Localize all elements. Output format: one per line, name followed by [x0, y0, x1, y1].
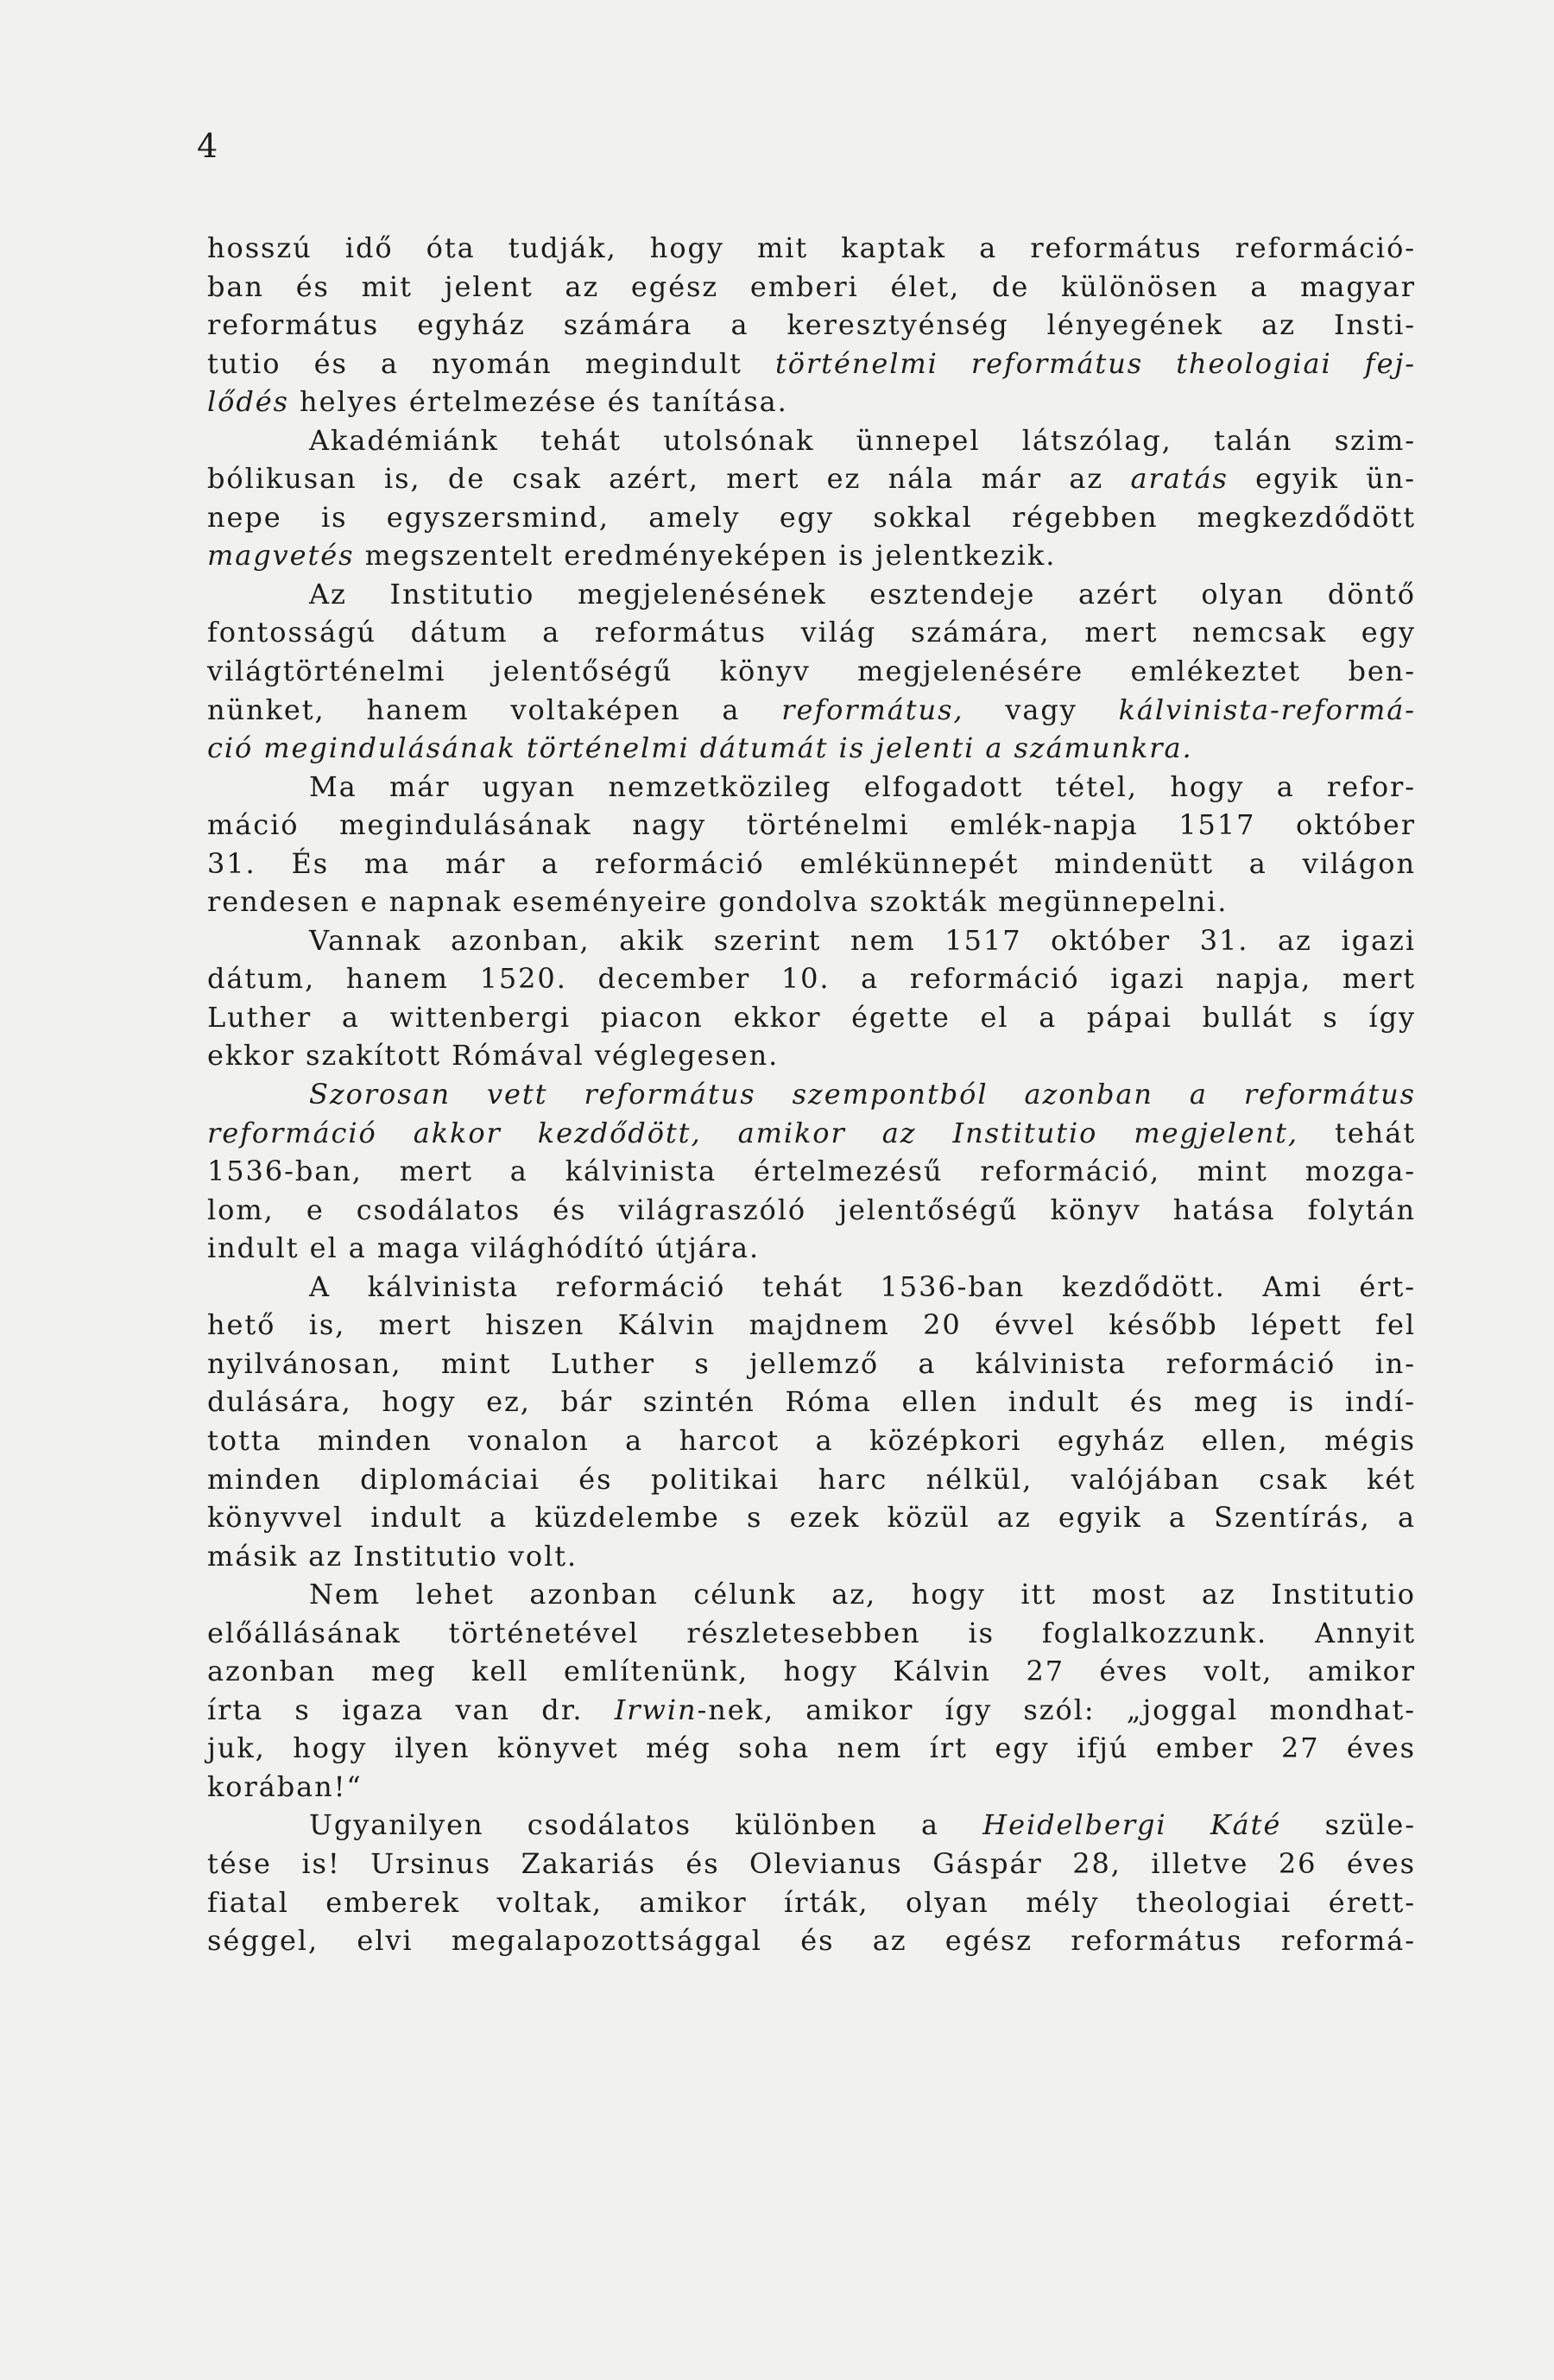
text-segment: helyes értelmezése és tanítása.	[288, 385, 788, 419]
text-line	[207, 1691, 1416, 1730]
text-segment: A kálvinista reformáció tehát 1536-ban kezdődött. Ami ért-	[309, 1269, 1416, 1303]
page-number: 4	[197, 127, 218, 165]
italic-text: Heidelbergi Káté	[982, 1808, 1282, 1842]
text-segment: tutio és a nyomán megindult	[207, 346, 775, 380]
text-segment: rendesen e napnak eseményeire gondolva szokták megünnepelni.	[207, 885, 1229, 919]
text-line	[207, 1075, 1416, 1114]
text-line	[207, 998, 1416, 1037]
text-line	[207, 575, 1416, 614]
text-line	[207, 1729, 1416, 1768]
text-line	[207, 1575, 1416, 1614]
text-segment: könyvvel indult a küzdelembe s ezek közül az egyik a Szentírás, a	[207, 1501, 1416, 1535]
text-line	[207, 1383, 1416, 1421]
text-segment: hosszú idő óta tudják, hogy mit kaptak a református reformáció-	[207, 231, 1416, 264]
text-segment: nyilvánosan, mint Luther s jellemző a kálvinista reformáció in-	[207, 1346, 1416, 1380]
text-line	[207, 229, 1416, 268]
text-segment: máció megindulásának nagy történelmi emlék-napja 1517 október	[207, 808, 1416, 842]
text-line	[207, 383, 1416, 421]
text-line	[207, 806, 1416, 845]
text-segment: korában!“	[207, 1769, 363, 1803]
text-line	[207, 1036, 1416, 1075]
text-line	[207, 883, 1416, 921]
text-segment: másik az Institutio volt.	[207, 1539, 578, 1573]
text-line	[207, 1883, 1416, 1922]
text-segment: fiatal emberek voltak, amikor írták, olyan mély theologiai érett-	[207, 1885, 1416, 1919]
text-segment: Akadémiánk tehát utolsónak ünnepel látszólag, talán szim-	[309, 423, 1416, 457]
text-segment: indult el a maga világhódító útjára.	[207, 1231, 761, 1265]
text-segment: világtörténelmi jelentőségű könyv megjelenésére emlékeztet ben-	[207, 655, 1416, 688]
text-segment: -nek, amikor így szól: „joggal mondhat-	[697, 1693, 1416, 1726]
text-segment: egyik ün-	[1228, 462, 1416, 496]
text-segment: minden diplomáciai és politikai harc nélkül, valójában csak két	[207, 1462, 1416, 1496]
text-line	[207, 536, 1416, 575]
italic-text: Irwin	[614, 1693, 698, 1726]
text-line	[207, 1460, 1416, 1499]
text-line	[207, 498, 1416, 537]
text-segment: juk, hogy ilyen könyvet még soha nem írt egy ifjú ember 27 éves	[207, 1731, 1416, 1765]
text-line	[207, 1345, 1416, 1383]
italic-text: történelmi református theologiai fej-	[775, 346, 1416, 380]
text-segment: dátum, hanem 1520. december 10. a reformáció igazi napja, mert	[207, 962, 1416, 996]
italic-text: reformáció akkor kezdődött, amikor az Institutio megjelent,	[207, 1116, 1299, 1149]
text-segment: Luther a wittenbergi piacon ekkor égette el a pápai bullát s így	[207, 1000, 1416, 1034]
text-line	[207, 459, 1416, 498]
text-segment: Nem lehet azonban célunk az, hogy itt most az Institutio	[309, 1578, 1416, 1611]
text-segment: előállásának történetével részletesebben is foglalkozzunk. Annyit	[207, 1616, 1416, 1649]
text-segment: református egyház számára a keresztyénség lényegének az Insti-	[207, 308, 1416, 342]
text-line	[207, 306, 1416, 345]
text-segment: Ma már ugyan nemzetközileg elfogadott tétel, hogy a refor-	[309, 769, 1416, 803]
text-line	[207, 1768, 1416, 1807]
text-line	[207, 613, 1416, 652]
text-segment: ban és mit jelent az egész emberi élet, de különösen a magyar	[207, 269, 1416, 303]
text-line	[207, 1268, 1416, 1307]
text-segment: fontosságú dátum a református világ számára, mert nemcsak egy	[207, 616, 1416, 649]
text-segment: tehát	[1298, 1116, 1416, 1149]
text-segment: írta s igaza van dr.	[207, 1693, 615, 1726]
text-line	[207, 1114, 1416, 1153]
italic-text: magvetés	[207, 539, 355, 573]
text-line	[207, 959, 1416, 998]
text-line	[207, 1845, 1416, 1883]
body-text	[207, 229, 1416, 1960]
text-line	[207, 921, 1416, 960]
text-line	[207, 1614, 1416, 1653]
text-line	[207, 421, 1416, 460]
text-line	[207, 845, 1416, 883]
text-segment: totta minden vonalon a harcot a középkori egyház ellen, mégis	[207, 1423, 1416, 1457]
text-segment: hető is, mert hiszen Kálvin majdnem 20 évvel később lépett fel	[207, 1308, 1416, 1342]
text-segment: vagy	[963, 693, 1119, 726]
text-line	[207, 1306, 1416, 1345]
text-segment: dulására, hogy ez, bár szintén Róma ellen indult és meg is indí-	[207, 1385, 1416, 1419]
text-line	[207, 1498, 1416, 1537]
text-segment: tése is! Ursinus Zakariás és Olevianus Gáspár 28, illetve 26 éves	[207, 1846, 1416, 1880]
text-segment: Ugyanilyen csodálatos különben a	[309, 1808, 983, 1842]
text-line	[207, 652, 1416, 691]
text-line	[207, 1191, 1416, 1230]
text-segment: ekkor szakított Rómával véglegesen.	[207, 1039, 780, 1073]
text-segment: nünket, hanem voltaképen a	[207, 693, 782, 726]
text-line	[207, 729, 1416, 768]
text-line	[207, 768, 1416, 807]
text-segment: 1536-ban, mert a kálvinista értelmezésű reformáció, mint mozga-	[207, 1155, 1416, 1188]
text-segment: Vannak azonban, akik szerint nem 1517 október 31. az igazi	[309, 923, 1416, 957]
text-segment: azonban meg kell említenünk, hogy Kálvin 27 éves volt, amikor	[207, 1655, 1416, 1688]
text-segment: Az Institutio megjelenésének esztendeje azért olyan döntő	[309, 577, 1416, 611]
text-line	[207, 345, 1416, 383]
italic-text: lődés	[207, 385, 289, 419]
italic-text: Szorosan vett református szempontból azonban a református	[309, 1078, 1416, 1111]
text-line	[207, 1921, 1416, 1960]
italic-text: kálvinista-reformá-	[1118, 693, 1416, 726]
text-line	[207, 1421, 1416, 1460]
text-segment: megszentelt eredményeképen is jelentkezik.	[354, 539, 1057, 573]
text-line	[207, 268, 1416, 307]
italic-text: ció megindulásának történelmi dátumát is jelenti a számunkra.	[207, 731, 1193, 765]
text-segment: 31. És ma már a reformáció emlékünnepét mindenütt a világon	[207, 846, 1416, 880]
text-line	[207, 1152, 1416, 1191]
text-line	[207, 691, 1416, 730]
italic-text: aratás	[1130, 462, 1229, 496]
italic-text: református,	[781, 693, 964, 726]
text-segment: lom, e csodálatos és világraszóló jelentőségű könyv hatása folytán	[207, 1193, 1416, 1226]
text-line	[207, 1537, 1416, 1576]
text-segment: szüle-	[1281, 1808, 1416, 1842]
text-line	[207, 1652, 1416, 1691]
text-line	[207, 1806, 1416, 1845]
text-segment: nepe is egyszersmind, amely egy sokkal régebben megkezdődött	[207, 500, 1416, 534]
text-segment: séggel, elvi megalapozottsággal és az egész református reformá-	[207, 1924, 1416, 1958]
text-line	[207, 1229, 1416, 1268]
text-segment: bólikusan is, de csak azért, mert ez nála már az	[207, 462, 1131, 496]
